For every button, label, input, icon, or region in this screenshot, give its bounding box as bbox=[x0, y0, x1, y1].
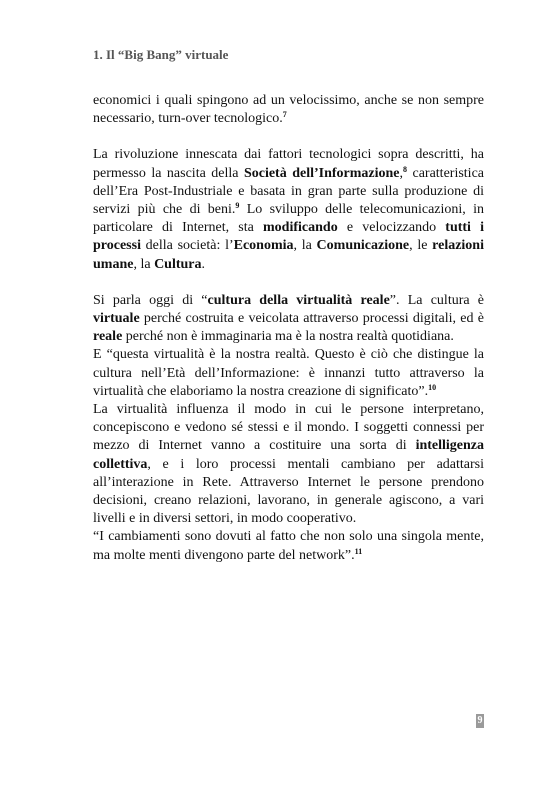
text-run: , la bbox=[293, 238, 317, 254]
text-run: . bbox=[201, 256, 206, 272]
footnote-reference: 7 bbox=[282, 110, 287, 120]
text-run: Lo sviluppo delle telecomunicazioni, in particolare di Internet, sta bbox=[93, 202, 484, 236]
bold-term: Comunicazione bbox=[316, 238, 410, 254]
text-run: , le bbox=[409, 238, 433, 254]
text-run: , bbox=[399, 165, 404, 181]
text-run: perché costruita e veicolata attraverso processi digitali, ed è bbox=[139, 311, 484, 327]
body-paragraph bbox=[93, 146, 484, 273]
text-run: Si parla oggi di “ bbox=[93, 292, 208, 308]
body-paragraph bbox=[93, 401, 484, 528]
bold-term: reale bbox=[93, 329, 123, 345]
body-paragraph bbox=[93, 346, 484, 401]
text-run: e velocizzando bbox=[337, 220, 446, 236]
bold-term: tutti i processi bbox=[93, 220, 485, 254]
bold-term: Cultura bbox=[154, 256, 202, 272]
text-run: caratteristica dell’Era Post-Industriale e basata in gran parte sulla produzione di servizi più che di beni. bbox=[93, 165, 484, 218]
text-run: della società: l’ bbox=[140, 238, 234, 254]
body-paragraph bbox=[93, 92, 484, 128]
footnote-reference: 11 bbox=[354, 546, 363, 556]
text-run: E “questa virtualità è la nostra realtà. Questo è ciò che distingue la cultura nell’Età dell’Informazione: è innanzi tutto attraverso la virtualità che elaboriamo la nostra creazione di significato”. bbox=[93, 347, 484, 399]
text-run: La virtualità influenza il modo in cui le persone interpretano, concepiscono e vedono sé stessi e il mondo. I soggetti connessi per mezzo di Internet vanno a costituire una sorta di bbox=[93, 402, 484, 454]
paragraph-spacer bbox=[93, 128, 484, 146]
footnote-reference: 9 bbox=[235, 201, 240, 211]
footnote-reference: 10 bbox=[428, 382, 437, 392]
page-number: 9 bbox=[477, 715, 483, 726]
body-paragraph bbox=[93, 528, 484, 564]
bold-term: cultura della virtualità reale bbox=[207, 292, 390, 308]
bold-term: intelligenza collettiva bbox=[93, 438, 484, 472]
text-run: , la bbox=[133, 256, 155, 272]
bold-term: relazioni umane bbox=[93, 238, 484, 272]
text-run: , e i loro processi mentali cambiano per adattarsi all’interazione in Rete. Attraverso Internet le persone prendono decisioni, creano relazioni, lavorano, in generale agiscono, a vari livelli e in diversi settori, in modo cooperativo. bbox=[93, 456, 484, 527]
text-run: La rivoluzione innescata dai fattori tecnologici sopra descritti, ha permesso la nascita della bbox=[93, 147, 484, 181]
paragraph-spacer bbox=[93, 274, 484, 292]
text-run: ”. La cultura è bbox=[389, 292, 485, 308]
bold-term: virtuale bbox=[93, 311, 140, 327]
bold-term: Società dell’Informazione bbox=[243, 165, 400, 181]
text-run: perché non è immaginaria ma è la nostra realtà quotidiana. bbox=[122, 329, 454, 345]
body-paragraph bbox=[93, 292, 484, 347]
text-run: economici i quali spingono ad un velocissimo, anche se non sempre necessario, turn-over tecnologico. bbox=[93, 93, 484, 127]
bold-term: modificando bbox=[263, 220, 338, 236]
text-run: “I cambiamenti sono dovuti al fatto che non solo una singola mente, ma molte menti divengono parte del network”. bbox=[93, 529, 484, 563]
page-body bbox=[93, 92, 484, 565]
footnote-reference: 8 bbox=[403, 164, 408, 174]
running-header: 1. Il “Big Bang” virtuale bbox=[93, 47, 229, 62]
bold-term: Economia bbox=[233, 238, 294, 254]
